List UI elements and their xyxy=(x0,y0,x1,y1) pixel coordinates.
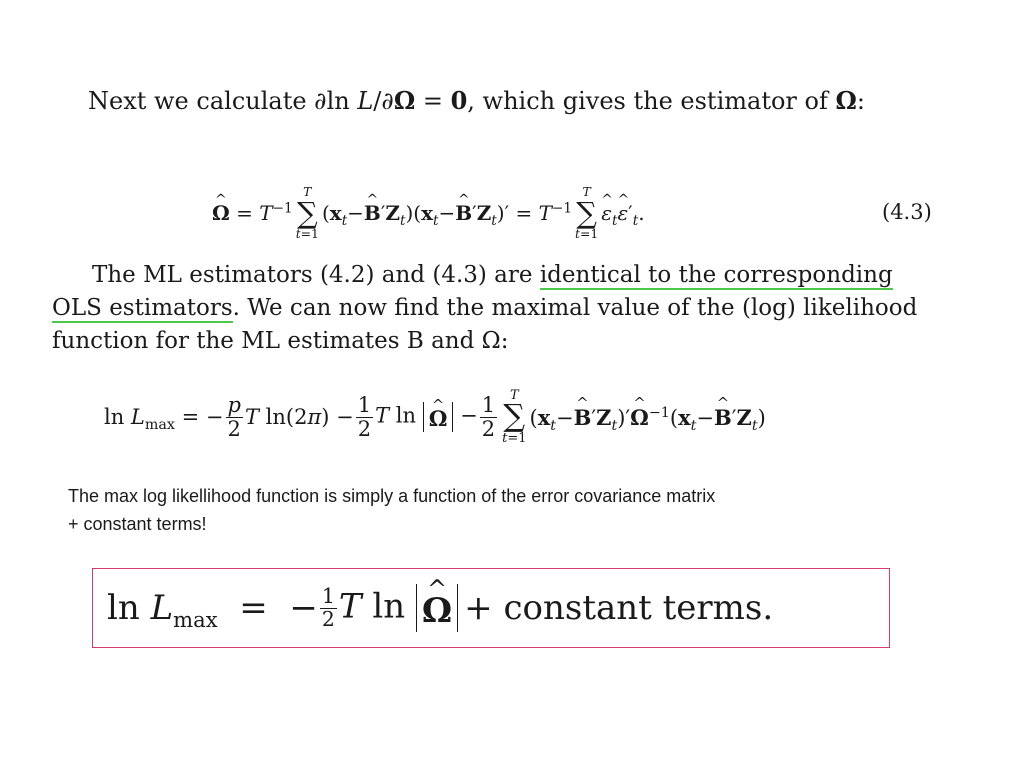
equation-lnL-max: $\ln L_{max}$ = − $\frac{p}{2}$ T ln(2π) − $\frac{1}{2}$ T ln ^ Ω − $\frac{1}{2}$ T ∑ t=1 ($x_t-\^{}$ $B'Z_t)'\^{}$ $\Omega^{-1}(x_t-\^{}$ $B'Z_t$) xyxy=(104,382,766,452)
highlighted-text-2: OLS estimators xyxy=(52,295,233,321)
constant-terms: + constant terms. xyxy=(464,588,774,628)
equation-4-3: ^ $\Omega = T^{-1}$ T ∑ t=1 ($x_t-\^{}$ $B'Z_t)(x_t-\^{}$ $B'Z_t)' = T^{-1}$ T ∑ t=1 ^ $\varepsilon_t\^{}$ $\varepsilon'_t$. xyxy=(212,178,645,248)
paragraph-line-2: OLS estimators. We can now find the maximal value of the (log) likelihood xyxy=(52,295,918,321)
equation-number: (4.3) xyxy=(882,200,932,224)
paragraph-line-1: The ML estimators (4.2) and (4.3) are identical to the corresponding xyxy=(92,262,893,288)
boxed-formula: $\ln L_{max}$ = − $\frac{1}{2}$ T ln ^ Ω + constant terms. xyxy=(92,568,890,648)
note-line-1: The max log likellihood function is simply a function of the error covariance matrix xyxy=(68,486,716,506)
highlighted-text-1: identical to the corresponding xyxy=(539,262,893,288)
paragraph-line-3: function for the ML estimates B and Ω: xyxy=(52,328,509,354)
note-line-2: + constant terms! xyxy=(68,514,207,534)
intro-sentence: Next we calculate ∂ln L/∂Ω = 0, which gives the estimator of Ω: xyxy=(88,86,865,115)
